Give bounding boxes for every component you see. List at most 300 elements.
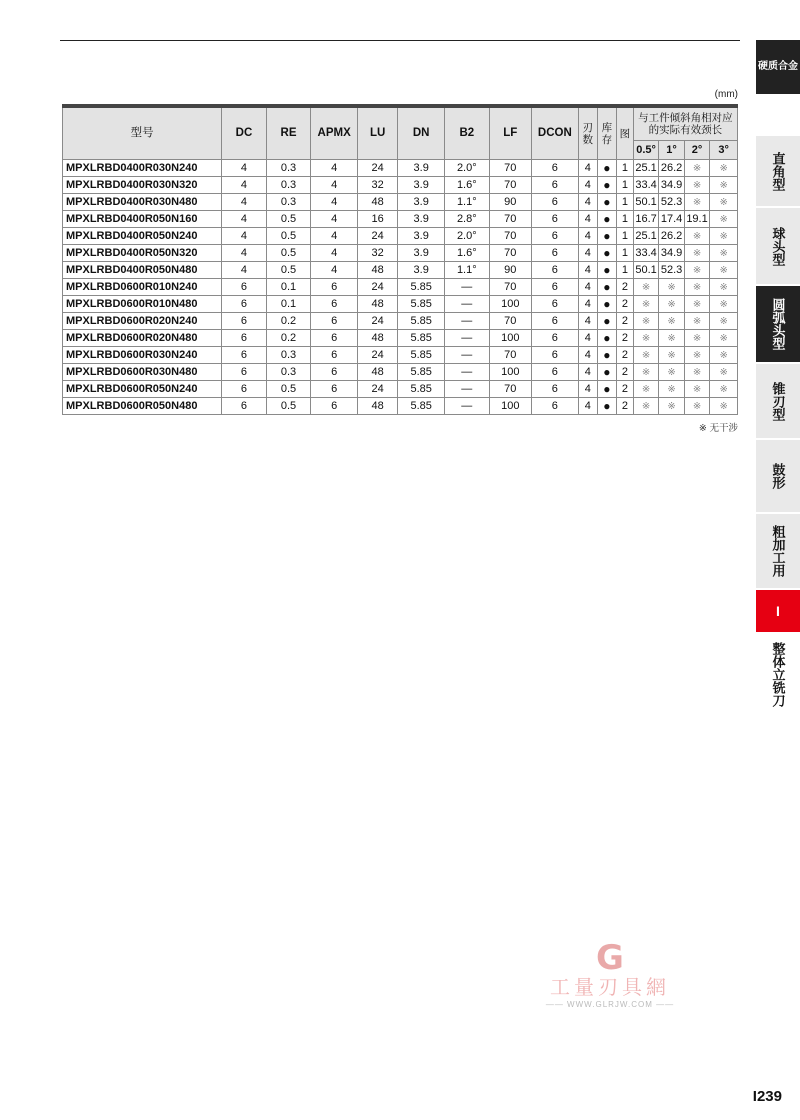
model-cell: MPXLRBD0400R050N480 xyxy=(63,262,222,279)
table-cell: 6 xyxy=(311,364,358,381)
table-cell: 48 xyxy=(358,262,398,279)
table-cell: 4 xyxy=(578,364,597,381)
table-cell: 48 xyxy=(358,296,398,313)
table-cell: 70 xyxy=(489,211,531,228)
table-cell: — xyxy=(445,364,490,381)
table-cell: 3.9 xyxy=(398,228,445,245)
side-tab-barrel-label: 鼓形 xyxy=(770,463,786,489)
table-cell: 0.5 xyxy=(266,262,311,279)
effective-length-cell: ※ xyxy=(633,330,658,347)
col-model: 型号 xyxy=(63,106,222,160)
effective-length-cell: ※ xyxy=(710,347,738,364)
table-cell: 4 xyxy=(578,398,597,415)
col-dn: DN xyxy=(398,106,445,160)
table-row xyxy=(63,262,738,279)
table-cell: 24 xyxy=(358,160,398,177)
stock-dot: ● xyxy=(597,330,616,347)
table-cell: 0.5 xyxy=(266,245,311,262)
table-cell: 4 xyxy=(578,262,597,279)
effective-length-cell: ※ xyxy=(684,160,709,177)
footnote: ※ 无干涉 xyxy=(698,423,738,434)
col-figure: 图 xyxy=(616,106,633,160)
effective-length-cell: ※ xyxy=(684,262,709,279)
table-cell: — xyxy=(445,330,490,347)
effective-length-cell: 25.1 xyxy=(633,228,658,245)
spec-table xyxy=(62,104,738,415)
side-tab-endmill xyxy=(756,634,800,714)
stock-dot: ● xyxy=(597,211,616,228)
table-cell: 2.0° xyxy=(445,228,490,245)
table-cell: 2.0° xyxy=(445,160,490,177)
effective-length-cell: ※ xyxy=(659,296,684,313)
table-cell: 48 xyxy=(358,194,398,211)
side-tab-ball[interactable] xyxy=(756,208,800,284)
model-cell: MPXLRBD0400R050N240 xyxy=(63,228,222,245)
side-tab-ball-label: 球头型 xyxy=(770,226,786,266)
table-cell: 4 xyxy=(311,262,358,279)
effective-length-cell: ※ xyxy=(659,313,684,330)
col-lf: LF xyxy=(489,106,531,160)
table-cell: 0.5 xyxy=(266,228,311,245)
table-cell: 1 xyxy=(616,160,633,177)
effective-length-cell: 26.2 xyxy=(659,160,684,177)
table-cell: 48 xyxy=(358,330,398,347)
effective-length-cell: ※ xyxy=(684,177,709,194)
effective-length-cell: ※ xyxy=(684,313,709,330)
side-tab-roughing[interactable] xyxy=(756,514,800,588)
table-cell: 100 xyxy=(489,364,531,381)
table-cell: 6 xyxy=(532,347,579,364)
table-cell: 0.3 xyxy=(266,194,311,211)
effective-length-cell: 25.1 xyxy=(633,160,658,177)
table-cell: 4 xyxy=(222,160,267,177)
table-cell: 1.6° xyxy=(445,177,490,194)
table-cell: 4 xyxy=(311,160,358,177)
table-cell: 4 xyxy=(578,330,597,347)
model-cell: MPXLRBD0400R030N240 xyxy=(63,160,222,177)
effective-length-cell: ※ xyxy=(684,296,709,313)
effective-length-cell: ※ xyxy=(710,211,738,228)
table-cell: 5.85 xyxy=(398,330,445,347)
table-cell: 2.8° xyxy=(445,211,490,228)
effective-length-cell: ※ xyxy=(710,296,738,313)
watermark xyxy=(540,940,680,1009)
side-tab-endmill-label: 整体立铣刀 xyxy=(770,641,786,707)
table-cell: 24 xyxy=(358,347,398,364)
model-cell: MPXLRBD0600R030N240 xyxy=(63,347,222,364)
model-cell: MPXLRBD0600R010N480 xyxy=(63,296,222,313)
table-cell: 6 xyxy=(532,228,579,245)
effective-length-cell: ※ xyxy=(633,381,658,398)
effective-length-cell: ※ xyxy=(710,194,738,211)
watermark-logo: G xyxy=(596,938,624,978)
col-dcon: DCON xyxy=(532,106,579,160)
side-tab-section-label: I xyxy=(776,602,780,619)
table-row xyxy=(63,347,738,364)
effective-length-cell: 26.2 xyxy=(659,228,684,245)
effective-length-cell: ※ xyxy=(659,398,684,415)
effective-length-cell: ※ xyxy=(710,228,738,245)
table-cell: 6 xyxy=(222,381,267,398)
effective-length-cell: 34.9 xyxy=(659,177,684,194)
table-cell: 100 xyxy=(489,330,531,347)
watermark-title: 工量刃具網 xyxy=(550,977,670,999)
effective-length-cell: ※ xyxy=(684,330,709,347)
table-cell: 4 xyxy=(311,211,358,228)
table-cell: 5.85 xyxy=(398,364,445,381)
table-cell: 16 xyxy=(358,211,398,228)
col-b2: B2 xyxy=(445,106,490,160)
table-cell: 6 xyxy=(311,313,358,330)
effective-length-cell: ※ xyxy=(684,228,709,245)
table-cell: 6 xyxy=(532,262,579,279)
table-cell: 0.1 xyxy=(266,296,311,313)
table-cell: 0.3 xyxy=(266,347,311,364)
table-cell: 6 xyxy=(222,398,267,415)
table-cell: 3.9 xyxy=(398,211,445,228)
model-cell: MPXLRBD0400R030N320 xyxy=(63,177,222,194)
col-apmx: APMX xyxy=(311,106,358,160)
stock-dot: ● xyxy=(597,296,616,313)
side-tab-radius[interactable] xyxy=(756,286,800,362)
table-cell: 48 xyxy=(358,364,398,381)
table-cell: 4 xyxy=(222,211,267,228)
effective-length-cell: ※ xyxy=(633,296,658,313)
side-tab-taper-label: 锥刃型 xyxy=(770,381,786,421)
table-cell: 6 xyxy=(532,160,579,177)
model-cell: MPXLRBD0600R050N240 xyxy=(63,381,222,398)
table-cell: 0.3 xyxy=(266,177,311,194)
col-angle-1: 1° xyxy=(659,141,684,160)
table-body xyxy=(63,160,738,415)
col-re: RE xyxy=(266,106,311,160)
table-row xyxy=(63,177,738,194)
table-cell: 6 xyxy=(222,330,267,347)
model-cell: MPXLRBD0400R050N160 xyxy=(63,211,222,228)
side-tab-radius-label: 圆弧头型 xyxy=(770,298,786,350)
table-cell: 4 xyxy=(578,381,597,398)
table-cell: 2 xyxy=(616,296,633,313)
table-cell: 70 xyxy=(489,160,531,177)
stock-dot: ● xyxy=(597,245,616,262)
table-cell: 1.6° xyxy=(445,245,490,262)
table-cell: 6 xyxy=(311,398,358,415)
table-cell: 0.2 xyxy=(266,313,311,330)
table-cell: 4 xyxy=(222,177,267,194)
table-row xyxy=(63,313,738,330)
table-row xyxy=(63,160,738,177)
table-cell: 100 xyxy=(489,398,531,415)
table-cell: 4 xyxy=(311,245,358,262)
table-cell: 5.85 xyxy=(398,296,445,313)
table-cell: 70 xyxy=(489,279,531,296)
table-cell: 24 xyxy=(358,381,398,398)
table-cell: 1 xyxy=(616,194,633,211)
effective-length-cell: 34.9 xyxy=(659,245,684,262)
table-row xyxy=(63,194,738,211)
table-cell: 6 xyxy=(532,313,579,330)
table-cell: 4 xyxy=(578,313,597,330)
table-cell: 70 xyxy=(489,313,531,330)
table-cell: 6 xyxy=(222,313,267,330)
table-cell: 2 xyxy=(616,381,633,398)
table-cell: 4 xyxy=(578,160,597,177)
table-cell: 1 xyxy=(616,177,633,194)
table-cell: 1.1° xyxy=(445,194,490,211)
stock-dot: ● xyxy=(597,364,616,381)
table-cell: 70 xyxy=(489,177,531,194)
side-tab-section[interactable] xyxy=(756,590,800,632)
effective-length-cell: ※ xyxy=(659,347,684,364)
table-row xyxy=(63,279,738,296)
effective-length-cell: ※ xyxy=(659,381,684,398)
unit-label: (mm) xyxy=(714,89,738,100)
table-row xyxy=(63,245,738,262)
effective-length-cell: ※ xyxy=(659,364,684,381)
effective-length-cell: ※ xyxy=(710,381,738,398)
effective-length-cell: 19.1 xyxy=(684,211,709,228)
page-number: I239 xyxy=(752,1088,782,1105)
table-cell: 4 xyxy=(311,194,358,211)
table-cell: 6 xyxy=(532,364,579,381)
table-cell: 0.2 xyxy=(266,330,311,347)
effective-length-cell: ※ xyxy=(684,194,709,211)
table-cell: — xyxy=(445,313,490,330)
effective-length-cell: 33.4 xyxy=(633,245,658,262)
col-stock: 库存 xyxy=(597,106,616,160)
col-lu: LU xyxy=(358,106,398,160)
watermark-url: —— WWW.GLRJW.COM —— xyxy=(545,1000,675,1009)
table-cell: 6 xyxy=(311,330,358,347)
table-cell: 4 xyxy=(578,177,597,194)
table-cell: 5.85 xyxy=(398,279,445,296)
table-cell: 1 xyxy=(616,228,633,245)
table-cell: 2 xyxy=(616,364,633,381)
table-row xyxy=(63,364,738,381)
table-cell: 4 xyxy=(222,262,267,279)
table-cell: 0.5 xyxy=(266,381,311,398)
stock-dot: ● xyxy=(597,381,616,398)
table-cell: 2 xyxy=(616,279,633,296)
table-cell: 4 xyxy=(311,228,358,245)
table-cell: 70 xyxy=(489,245,531,262)
table-cell: 6 xyxy=(532,330,579,347)
stock-dot: ● xyxy=(597,194,616,211)
table-cell: 6 xyxy=(532,194,579,211)
effective-length-cell: ※ xyxy=(684,347,709,364)
table-cell: 3.9 xyxy=(398,262,445,279)
table-cell: 4 xyxy=(222,194,267,211)
table-cell: 4 xyxy=(578,347,597,364)
table-cell: 0.5 xyxy=(266,211,311,228)
table-row xyxy=(63,296,738,313)
table-cell: — xyxy=(445,296,490,313)
table-cell: 2 xyxy=(616,330,633,347)
effective-length-cell: ※ xyxy=(710,330,738,347)
effective-length-cell: ※ xyxy=(633,279,658,296)
effective-length-cell: ※ xyxy=(710,313,738,330)
effective-length-cell: ※ xyxy=(710,160,738,177)
table-cell: 3.9 xyxy=(398,245,445,262)
col-dc: DC xyxy=(222,106,267,160)
effective-length-cell: ※ xyxy=(684,364,709,381)
side-tab-taper[interactable] xyxy=(756,364,800,438)
effective-length-cell: 52.3 xyxy=(659,262,684,279)
col-flutes: 刃数 xyxy=(578,106,597,160)
stock-dot: ● xyxy=(597,177,616,194)
table-cell: 24 xyxy=(358,228,398,245)
effective-length-cell: 33.4 xyxy=(633,177,658,194)
table-cell: 32 xyxy=(358,177,398,194)
effective-length-cell: ※ xyxy=(659,330,684,347)
col-angle-2: 2° xyxy=(684,141,709,160)
model-cell: MPXLRBD0600R030N480 xyxy=(63,364,222,381)
table-cell: 4 xyxy=(578,245,597,262)
effective-length-cell: ※ xyxy=(710,364,738,381)
table-cell: 6 xyxy=(222,279,267,296)
model-cell: MPXLRBD0600R010N240 xyxy=(63,279,222,296)
model-cell: MPXLRBD0600R020N480 xyxy=(63,330,222,347)
table-cell: 2 xyxy=(616,398,633,415)
table-cell: 1 xyxy=(616,262,633,279)
model-cell: MPXLRBD0400R030N480 xyxy=(63,194,222,211)
table-cell: 5.85 xyxy=(398,313,445,330)
effective-length-cell: ※ xyxy=(633,313,658,330)
effective-length-cell: ※ xyxy=(710,245,738,262)
effective-length-cell: 17.4 xyxy=(659,211,684,228)
table-cell: 6 xyxy=(532,211,579,228)
effective-length-cell: ※ xyxy=(684,245,709,262)
table-cell: 0.3 xyxy=(266,160,311,177)
table-cell: 5.85 xyxy=(398,398,445,415)
table-cell: 24 xyxy=(358,279,398,296)
table-cell: 1.1° xyxy=(445,262,490,279)
table-cell: — xyxy=(445,381,490,398)
table-cell: 4 xyxy=(578,279,597,296)
table-cell: 90 xyxy=(489,262,531,279)
effective-length-cell: 16.7 xyxy=(633,211,658,228)
table-cell: 6 xyxy=(532,245,579,262)
effective-length-cell: 52.3 xyxy=(659,194,684,211)
table-cell: 70 xyxy=(489,347,531,364)
table-cell: 6 xyxy=(532,177,579,194)
table-cell: — xyxy=(445,279,490,296)
stock-dot: ● xyxy=(597,160,616,177)
table-cell: 4 xyxy=(578,228,597,245)
table-cell: 3.9 xyxy=(398,160,445,177)
effective-length-cell: ※ xyxy=(710,279,738,296)
table-cell: 6 xyxy=(311,381,358,398)
effective-length-cell: ※ xyxy=(684,398,709,415)
effective-length-cell: ※ xyxy=(710,262,738,279)
table-cell: 70 xyxy=(489,228,531,245)
col-angle-3: 3° xyxy=(710,141,738,160)
col-angle-group: 与工件倾斜角相对应的实际有效颈长 xyxy=(633,106,737,141)
stock-dot: ● xyxy=(597,398,616,415)
table-cell: 70 xyxy=(489,381,531,398)
table-cell: 6 xyxy=(311,279,358,296)
effective-length-cell: ※ xyxy=(633,347,658,364)
effective-length-cell: ※ xyxy=(684,279,709,296)
side-tab-barrel[interactable] xyxy=(756,440,800,512)
table-cell: 4 xyxy=(578,194,597,211)
table-cell: 100 xyxy=(489,296,531,313)
side-tab-square-label: 直角型 xyxy=(770,151,786,191)
stock-dot: ● xyxy=(597,313,616,330)
table-cell: 90 xyxy=(489,194,531,211)
side-tab-carbide[interactable] xyxy=(756,40,800,94)
effective-length-cell: ※ xyxy=(710,177,738,194)
effective-length-cell: ※ xyxy=(684,381,709,398)
side-tab-carbide-label: 硬质合金 xyxy=(758,61,798,72)
table-cell: 2 xyxy=(616,347,633,364)
table-cell: 6 xyxy=(532,398,579,415)
table-header-row xyxy=(63,106,738,141)
table-cell: — xyxy=(445,347,490,364)
table-row xyxy=(63,330,738,347)
stock-dot: ● xyxy=(597,347,616,364)
effective-length-cell: ※ xyxy=(710,398,738,415)
table-cell: 6 xyxy=(311,347,358,364)
side-tab-square[interactable] xyxy=(756,136,800,206)
model-cell: MPXLRBD0600R020N240 xyxy=(63,313,222,330)
table-row xyxy=(63,228,738,245)
effective-length-cell: ※ xyxy=(659,279,684,296)
table-cell: 6 xyxy=(532,381,579,398)
table-cell: 32 xyxy=(358,245,398,262)
table-cell: 6 xyxy=(222,296,267,313)
table-cell: 0.3 xyxy=(266,364,311,381)
table-cell: 5.85 xyxy=(398,347,445,364)
table-row xyxy=(63,381,738,398)
effective-length-cell: ※ xyxy=(633,364,658,381)
table-row xyxy=(63,398,738,415)
effective-length-cell: 50.1 xyxy=(633,194,658,211)
table-cell: 3.9 xyxy=(398,194,445,211)
table-cell: 2 xyxy=(616,313,633,330)
table-cell: 48 xyxy=(358,398,398,415)
table-cell: 5.85 xyxy=(398,381,445,398)
table-cell: 1 xyxy=(616,245,633,262)
table-cell: 6 xyxy=(532,296,579,313)
table-cell: 3.9 xyxy=(398,177,445,194)
table-cell: 4 xyxy=(311,177,358,194)
table-cell: 4 xyxy=(222,228,267,245)
effective-length-cell: 50.1 xyxy=(633,262,658,279)
table-cell: 6 xyxy=(532,279,579,296)
model-cell: MPXLRBD0600R050N480 xyxy=(63,398,222,415)
stock-dot: ● xyxy=(597,279,616,296)
table-cell: — xyxy=(445,398,490,415)
table-cell: 4 xyxy=(222,245,267,262)
table-cell: 6 xyxy=(222,347,267,364)
table-cell: 4 xyxy=(578,211,597,228)
table-cell: 24 xyxy=(358,313,398,330)
effective-length-cell: ※ xyxy=(633,398,658,415)
model-cell: MPXLRBD0400R050N320 xyxy=(63,245,222,262)
table-cell: 1 xyxy=(616,211,633,228)
table-cell: 4 xyxy=(578,296,597,313)
table-cell: 6 xyxy=(311,296,358,313)
col-angle-0-5: 0.5° xyxy=(633,141,658,160)
stock-dot: ● xyxy=(597,228,616,245)
table-cell: 0.1 xyxy=(266,279,311,296)
table-row xyxy=(63,211,738,228)
top-rule xyxy=(60,40,740,41)
table-cell: 6 xyxy=(222,364,267,381)
stock-dot: ● xyxy=(597,262,616,279)
side-tab-roughing-label: 粗加工用 xyxy=(770,525,786,577)
